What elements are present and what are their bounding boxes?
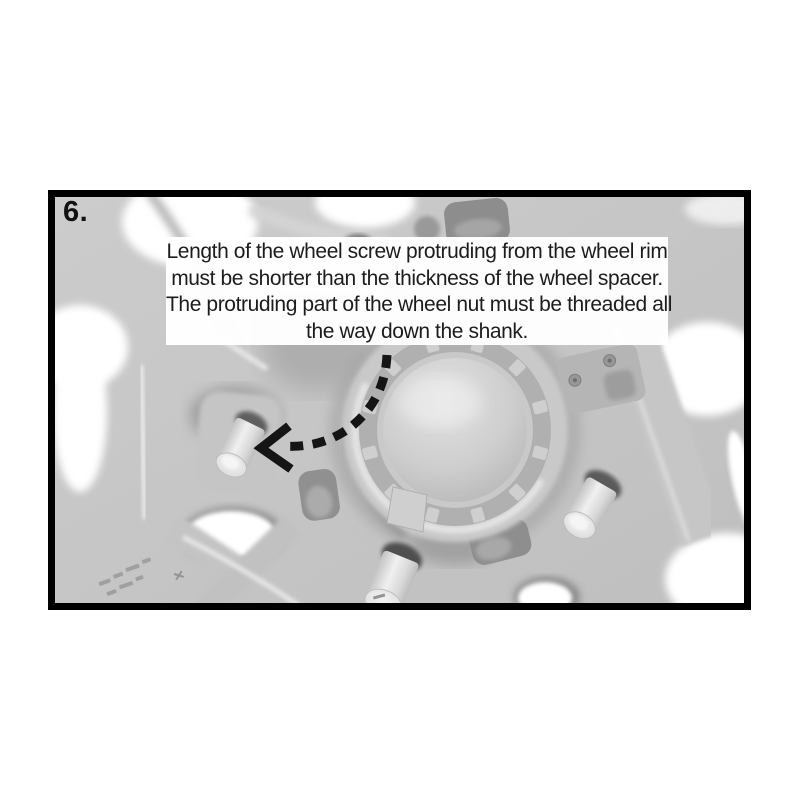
caption-box <box>166 237 673 345</box>
caption-line-2: must be shorter than the thickness of the wheel spacer. <box>171 266 663 290</box>
instruction-figure-frame <box>48 190 751 610</box>
caption-line-1: Length of the wheel screw protruding from the wheel rim <box>166 240 668 263</box>
step-number: 6. <box>63 196 89 228</box>
caption-line-4: the way down the shank. <box>306 319 528 343</box>
caption-line-3: The protruding part of the wheel nut must be threaded all <box>166 293 673 316</box>
